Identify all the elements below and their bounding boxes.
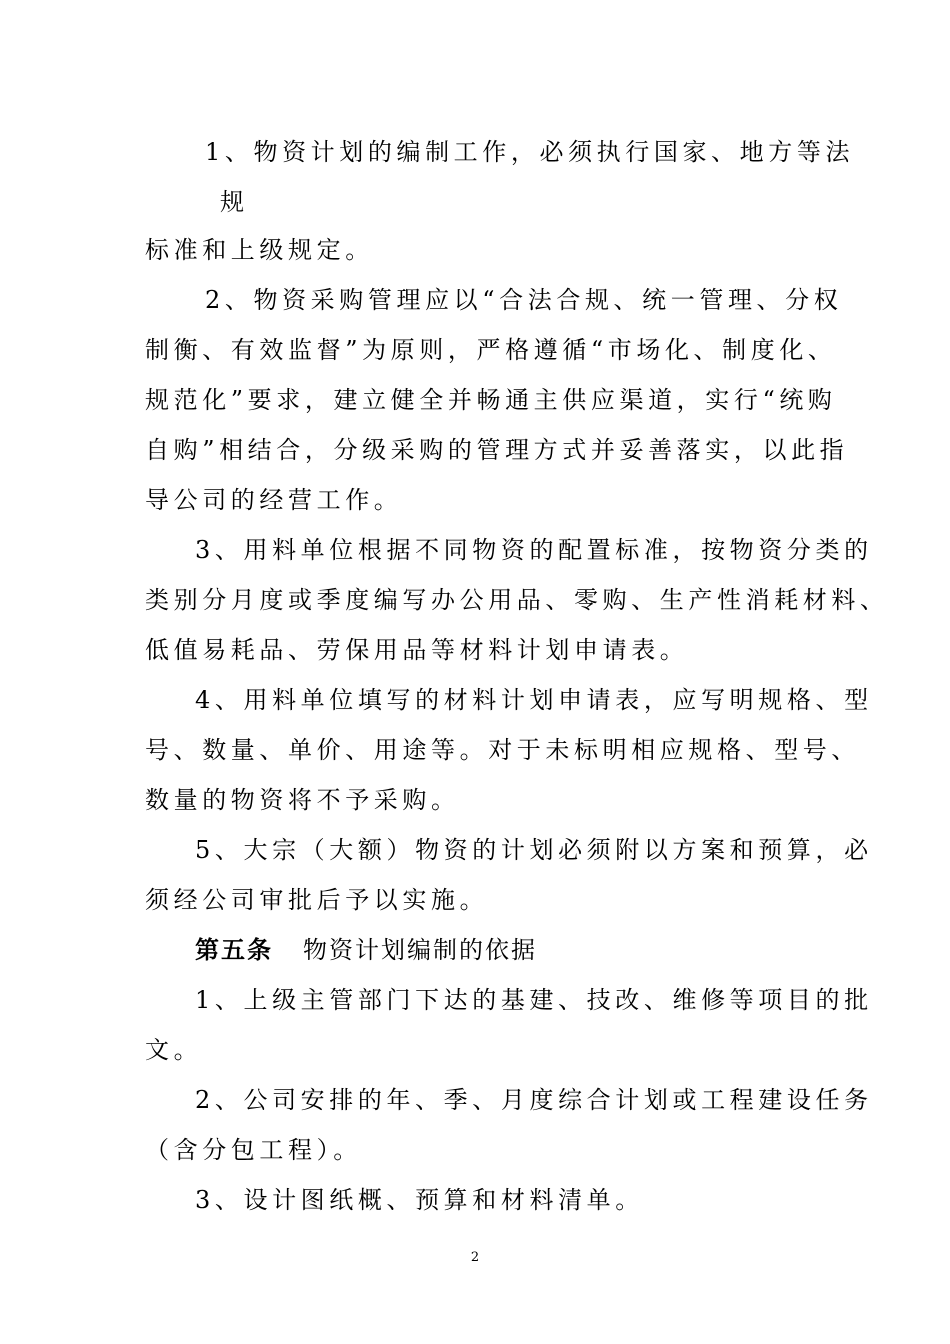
text-line: 类别分月度或季度编写办公用品、零购、生产性消耗材料、 — [145, 586, 889, 614]
text-line: 数量的物资将不予采购。 — [145, 786, 460, 814]
text-line: 号、数量、单价、用途等。对于未标明相应规格、型号、 — [145, 736, 860, 764]
page-number: 2 — [470, 1250, 480, 1265]
text-line: 规 — [220, 188, 249, 216]
text-line: 规范化”要求，建立健全并畅通主供应渠道，实行“统购 — [145, 386, 837, 414]
text-line: 2、公司安排的年、季、月度综合计划或工程建设任务 — [195, 1086, 873, 1114]
text-line: 4、用料单位填写的材料计划申请表，应写明规格、型 — [195, 686, 873, 714]
text-line: 制衡、有效监督”为原则，严格遵循“市场化、制度化、 — [145, 336, 837, 364]
text-line: 须经公司审批后予以实施。 — [145, 886, 489, 914]
article-heading — [195, 935, 537, 965]
article-label: 第五条 — [195, 935, 273, 964]
text-line: 3、设计图纸概、预算和材料清单。 — [195, 1186, 644, 1214]
text-line: 1、物资计划的编制工作，必须执行国家、地方等法 — [205, 138, 855, 166]
text-line: 5、大宗（大额）物资的计划必须附以方案和预算，必 — [195, 836, 873, 864]
text-line: 低值易耗品、劳保用品等材料计划申请表。 — [145, 636, 689, 664]
text-line: 导公司的经营工作。 — [145, 486, 403, 514]
text-line: 标准和上级规定。 — [145, 236, 374, 264]
text-line: 自购”相结合，分级采购的管理方式并妥善落实，以此指 — [145, 436, 849, 464]
text-line: 1、上级主管部门下达的基建、技改、维修等项目的批 — [195, 986, 873, 1014]
text-line: （含分包工程）。 — [145, 1136, 362, 1164]
text-line: 文。 — [145, 1036, 203, 1064]
article-title: 物资计划编制的依据 — [303, 936, 537, 964]
text-line: 2、物资采购管理应以“合法合规、统一管理、分权 — [205, 286, 843, 314]
text-line: 3、用料单位根据不同物资的配置标准，按物资分类的 — [195, 536, 873, 564]
